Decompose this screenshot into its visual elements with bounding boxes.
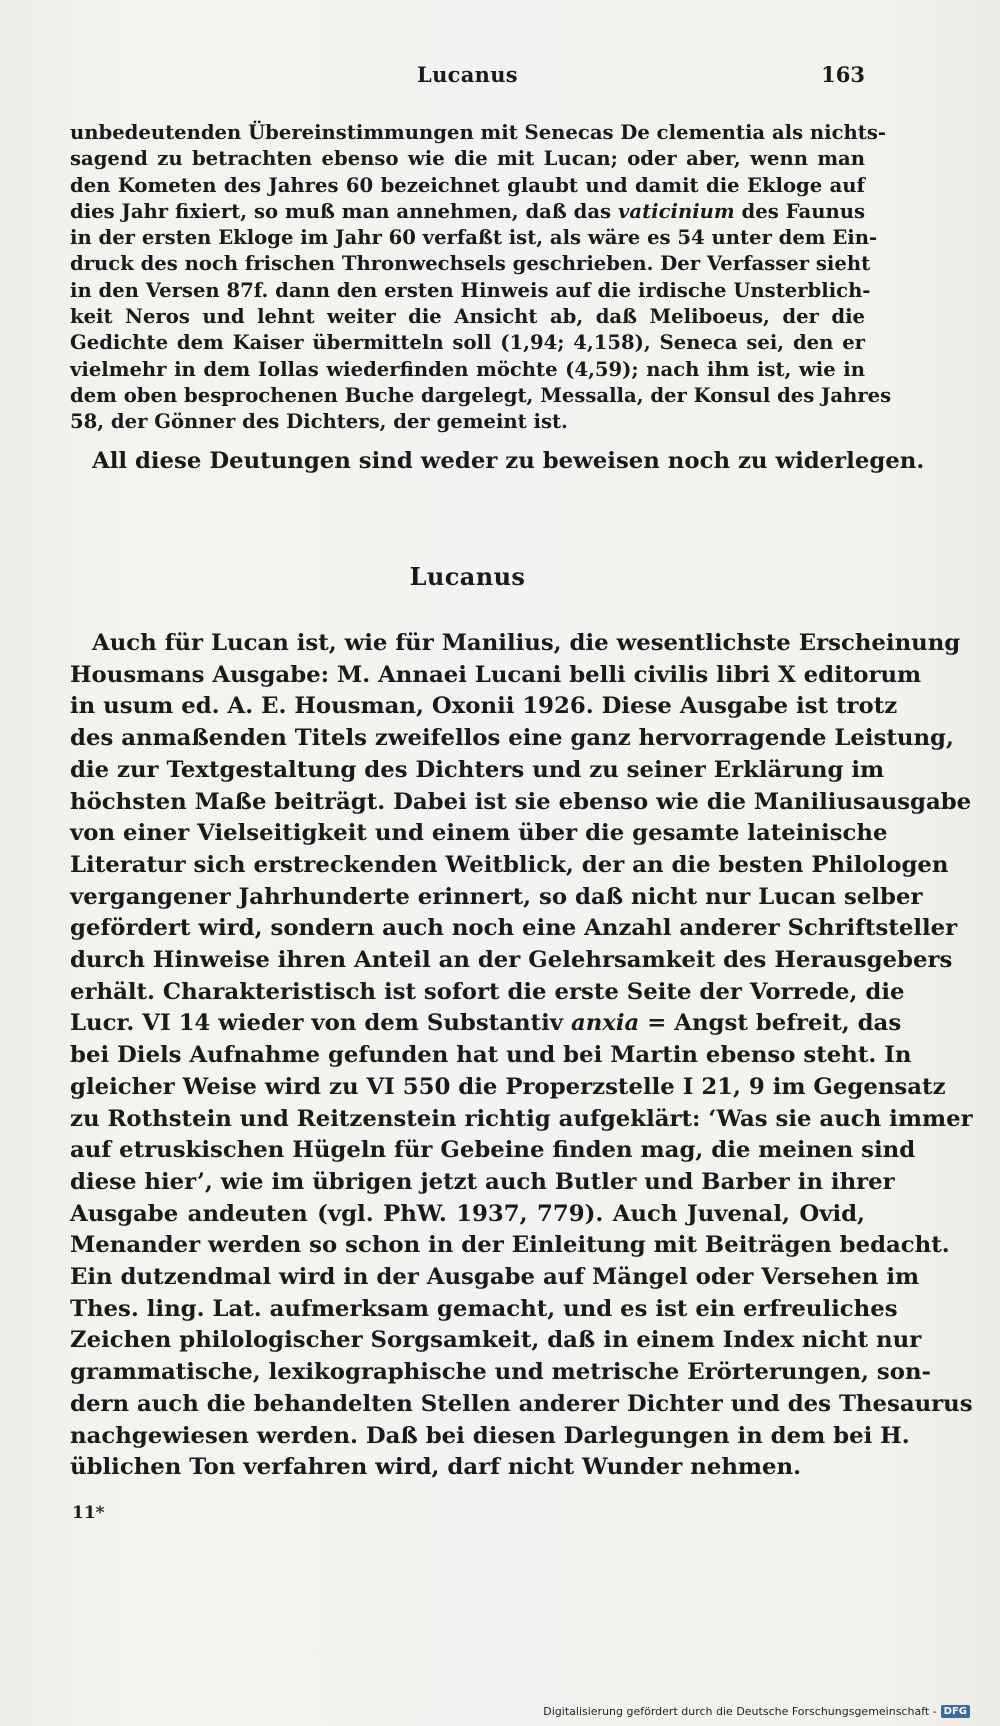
summary-paragraph <box>70 446 925 478</box>
text-line: Ausgabe andeuten (vgl. PhW. 1937, 779). Auch Juvenal, Ovid, <box>70 1200 865 1227</box>
text-line: die zur Textgestaltung des Dichters und zu seiner Erklärung im <box>70 756 885 783</box>
text-line: keit Neros und lehnt weiter die Ansicht ab, daß Meliboeus, der die <box>70 305 865 329</box>
text-line: in den Versen 87f. dann den ersten Hinweis auf die irdische Unsterblich- <box>70 278 871 302</box>
text-line: vielmehr in dem Iollas wiederfinden möchte (4,59); nach ihm ist, wie in <box>70 357 865 381</box>
text-line: druck des noch frischen Thronwechsels geschrieben. Der Verfasser sieht <box>70 252 871 276</box>
text-line: Gedichte dem Kaiser übermitteln soll (1,94; 4,158), Seneca sei, den er <box>70 331 865 355</box>
running-title: Lucanus <box>417 62 518 87</box>
text-line: Lucr. VI 14 wieder von dem Substantiv anxia = Angst befreit, das <box>70 1010 902 1037</box>
text-line: bei Diels Aufnahme gefunden hat und bei Martin ebenso steht. In <box>70 1042 912 1069</box>
text-line: höchsten Maße beiträgt. Dabei ist sie ebenso wie die Maniliusausgabe <box>70 788 972 815</box>
text-line: von einer Vielseitigkeit und einem über die gesamte lateinische <box>70 820 888 847</box>
text-line: Housmans Ausgabe: M. Annaei Lucani belli civilis libri X editorum <box>70 661 922 688</box>
dfg-logo: DFG <box>941 1705 970 1718</box>
text-line: durch Hinweise ihren Anteil an der Gelehrsamkeit des Herausgebers <box>70 947 953 974</box>
text-line: in der ersten Ekloge im Jahr 60 verfaßt ist, als wäre es 54 unter dem Ein- <box>70 226 878 250</box>
text-line: Ein dutzendmal wird in der Ausgabe auf Mängel oder Versehen im <box>70 1264 920 1291</box>
text-line: sagend zu betrachten ebenso wie die mit Lucan; oder aber, wenn man <box>70 147 865 171</box>
text-line: gleicher Weise wird zu VI 550 die Properzstelle I 21, 9 im Gegensatz <box>70 1073 946 1100</box>
credit-text: Digitalisierung gefördert durch die Deutsche Forschungsgemeinschaft - <box>543 1705 937 1718</box>
text-line: dern auch die behandelten Stellen anderer Dichter und des Thesaurus <box>70 1390 973 1417</box>
text-line: Literatur sich erstreckenden Weitblick, der an die besten Philologen <box>70 851 949 878</box>
text-line: grammatische, lexikographische und metrische Erörterungen, son- <box>70 1359 931 1386</box>
text-line: 58, der Gönner des Dichters, der gemeint ist. <box>70 410 568 434</box>
text-line: dies Jahr fixiert, so muß man annehmen, daß das vaticinium des Faunus <box>70 199 865 223</box>
text-line: Zeichen philologischer Sorgsamkeit, daß in einem Index nicht nur <box>70 1327 922 1354</box>
page-number: 163 <box>821 62 865 87</box>
summary-sentence: All diese Deutungen sind weder zu beweisen noch zu widerlegen. <box>92 448 925 474</box>
text-line: unbedeutenden Übereinstimmungen mit Senecas De clementia als nichts- <box>70 121 887 144</box>
text-line: vergangener Jahrhunderte erinnert, so daß nicht nur Lucan selber <box>70 883 923 910</box>
text-line: nachgewiesen werden. Daß bei diesen Darlegungen in dem bei H. <box>70 1422 910 1449</box>
text-line: dem oben besprochenen Buche dargelegt, Messalla, der Konsul des Jahres <box>70 383 892 407</box>
text-line: zu Rothstein und Reitzenstein richtig aufgeklärt: ‘Was sie auch immer <box>70 1105 973 1132</box>
text-line: den Kometen des Jahres 60 bezeichnet glaubt und damit die Ekloge auf <box>70 173 865 197</box>
digitization-credit <box>543 1705 970 1718</box>
text-line: des anmaßenden Titels zweifellos eine ganz hervorragende Leistung, <box>70 725 954 752</box>
text-line: üblichen Ton verfahren wird, darf nicht Wunder nehmen. <box>70 1454 802 1481</box>
text-line: auf etruskischen Hügeln für Gebeine finden mag, die meinen sind <box>70 1137 916 1164</box>
text-line: diese hier’, wie im übrigen jetzt auch Butler und Barber in ihrer <box>70 1168 895 1195</box>
top-paragraph <box>70 120 892 436</box>
text-line: Menander werden so schon in der Einleitung mit Beiträgen bedacht. <box>70 1232 950 1259</box>
text-line: Auch für Lucan ist, wie für Manilius, die wesentlichste Erscheinung <box>92 630 961 656</box>
folio-signature: 11* <box>72 1503 105 1523</box>
section-heading: Lucanus <box>409 562 526 591</box>
text-line: Thes. ling. Lat. aufmerksam gemacht, und es ist ein erfreuliches <box>70 1295 898 1322</box>
text-line: erhält. Charakteristisch ist sofort die erste Seite der Vorrede, die <box>70 978 905 1005</box>
page-header <box>70 62 865 92</box>
text-line: in usum ed. A. E. Housman, Oxonii 1926. Diese Ausgabe ist trotz <box>70 693 898 720</box>
text-line: gefördert wird, sondern auch noch eine Anzahl anderer Schriftsteller <box>70 915 958 942</box>
section-paragraph <box>70 628 973 1484</box>
